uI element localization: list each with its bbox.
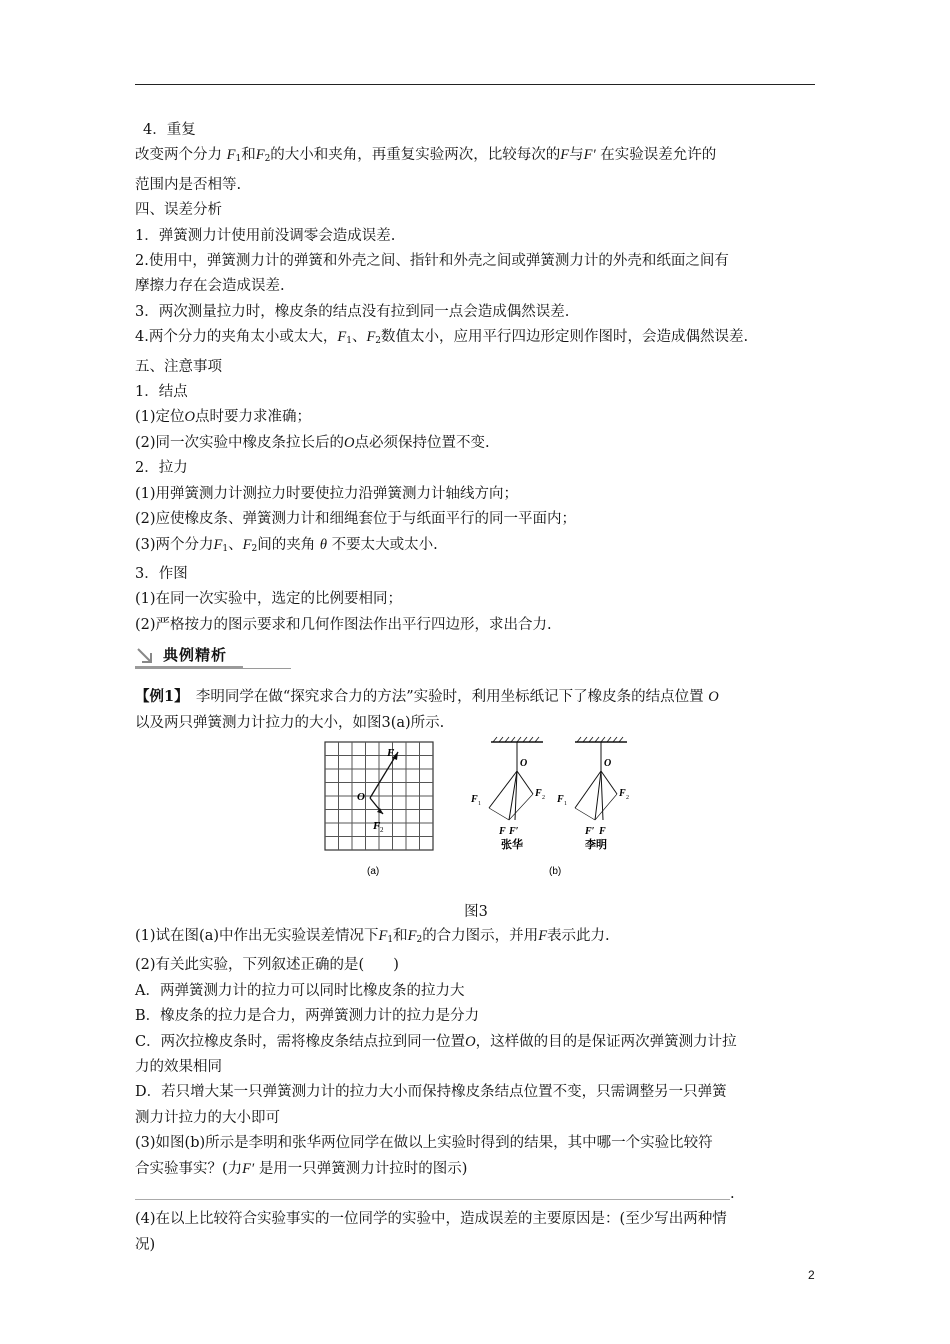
svg-text:O: O (520, 757, 528, 769)
svg-text:2: 2 (626, 794, 629, 801)
page-body (135, 118, 817, 1258)
note-2a: (1)用弹簧测力计测拉力时要使拉力沿弹簧测力计轴线方向； (135, 485, 519, 502)
question-3-line-2: 合实验事实？(力F′ 是用一只弹簧测力计拉时的图示) (135, 1160, 468, 1177)
svg-text:1: 1 (564, 800, 567, 807)
error-item-2a: 2.使用中，弹簧测力计的弹簧和外壳之间、指针和外壳之间或弹簧测力计的外壳和纸面之间有 (135, 253, 729, 270)
option-d-line-2: 测力计拉力的大小即可 (135, 1109, 280, 1126)
question-1: (1)试在图(a)中作出无实验误差情况下$F_1$和$F_2$的合力图示，并用F表示此力. (135, 927, 610, 945)
down-right-arrow-icon (135, 646, 155, 666)
repeat-body-line-2: 范围内是否相等. (135, 176, 242, 193)
option-d-line-1: D．若只增大某一只弹簧测力计的拉力大小而保持橡皮条结点位置不变，只需调整另一只弹簧 (135, 1084, 727, 1101)
section-header-examples (135, 642, 817, 674)
header-underline (135, 666, 243, 669)
svg-text:F: F (557, 793, 564, 805)
question-3-line-1: (3)如图(b)所示是李明和张华两位同学在做以上实验时得到的结果，其中哪一个实验比较符 (135, 1135, 713, 1152)
repeat-body-line-1: 改变两个分力 $F_1$和$F_2$的大小和夹角，再重复实验两次，比较每次的F与F′ 在实验误差允许的 (135, 147, 717, 165)
option-a: A．两弹簧测力计的拉力可以同时比橡皮条的拉力大 (135, 982, 465, 999)
svg-text:2: 2 (542, 794, 545, 801)
svg-text:2: 2 (380, 825, 384, 834)
svg-text:F: F (599, 825, 606, 837)
svg-text:1: 1 (394, 752, 398, 761)
svg-text:F: F (535, 787, 542, 799)
repeat-title: 4．重复 (143, 122, 196, 138)
svg-text:F: F (619, 787, 626, 799)
page-number: 2 (808, 1268, 815, 1282)
section-header-label: 典例精析 (163, 646, 228, 665)
option-b: B．橡皮条的拉力是合力，两弹簧测力计的拉力是分力 (135, 1008, 480, 1025)
note-1-title: 1．结点 (135, 384, 188, 401)
question-2: (2)有关此实验，下列叙述正确的是( ) (135, 957, 399, 974)
note-1a: (1)定位O点时要力求准确； (135, 409, 312, 426)
note-1b: (2)同一次实验中橡皮条拉长后的O点必须保持位置不变. (135, 434, 490, 451)
header-underline-thin (243, 668, 291, 669)
example-line-2: 以及两只弹簧测力计拉力的大小，如图3(a)所示. (135, 714, 445, 731)
label-f1-a: F (387, 746, 395, 759)
note-3a: (1)在同一次实验中，选定的比例要相同； (135, 591, 403, 608)
note-2-title: 2．拉力 (135, 460, 188, 477)
grid-a (325, 742, 433, 850)
label-f2-a: F (373, 819, 381, 832)
question-4-line-1: (4)在以上比较符合实验事实的一位同学的实验中，造成误差的主要原因是：(至少写出两种情 (135, 1211, 727, 1228)
error-item-4: 4.两个分力的夹角太小或太大，$F_1$、$F_2$数值太小，应用平行四边形定则作图时，会造成偶然误差. (135, 329, 749, 347)
caption-b: (b) (549, 865, 562, 877)
answer-blank[interactable] (135, 1183, 730, 1200)
error-item-3: 3．两次测量拉力时，橡皮条的结点没有拉到同一点会造成偶然误差. (135, 303, 570, 320)
option-c-line-2: 力的效果相同 (135, 1058, 222, 1075)
label-zhang-hua: 张华 (501, 837, 523, 851)
error-title: 四、误差分析 (135, 202, 222, 219)
note-3-title: 3．作图 (135, 565, 188, 582)
caption-a: (a) (367, 865, 380, 877)
svg-text:F′: F′ (509, 825, 519, 837)
note-2b: (2)应使橡皮条、弹簧测力计和细绳套位于与纸面平行的同一平面内； (135, 511, 577, 528)
diagram-zhang (489, 737, 543, 820)
header-rule (135, 84, 815, 85)
note-3b: (2)严格按力的图示要求和几何作图法作出平行四边形，求出合力. (135, 616, 552, 633)
svg-text:F: F (499, 825, 506, 837)
question-4-line-2: 况) (135, 1236, 156, 1253)
figure-3-drawing (135, 736, 817, 896)
svg-text:F′: F′ (585, 825, 595, 837)
diagram-li (575, 737, 627, 820)
answer-blank-line[interactable]: . (135, 1182, 817, 1207)
svg-text:1: 1 (478, 800, 481, 807)
figure-caption: 图3 (464, 903, 488, 920)
note-2c: (3)两个分力$F_1$、$F_2$间的夹角 θ 不要太大或太小. (135, 536, 438, 554)
svg-text:F: F (471, 793, 478, 805)
error-item-2b: 摩擦力存在会造成误差. (135, 278, 285, 295)
svg-text:O: O (604, 757, 612, 769)
label-li-ming: 李明 (585, 837, 607, 851)
label-o-a: O (357, 790, 365, 803)
example-line-1: 【例1】 李明同学在做“探究求合力的方法”实验时，利用坐标纸记下了橡皮条的结点位置 O (135, 688, 719, 706)
option-c-line-1: C．两次拉橡皮条时，需将橡皮条结点拉到同一位置O，这样做的目的是保证两次弹簧测力计拉 (135, 1033, 737, 1050)
figure-3 (135, 736, 817, 896)
notes-title: 五、注意事项 (135, 358, 222, 375)
error-item-1: 1．弹簧测力计使用前没调零会造成误差. (135, 227, 396, 244)
